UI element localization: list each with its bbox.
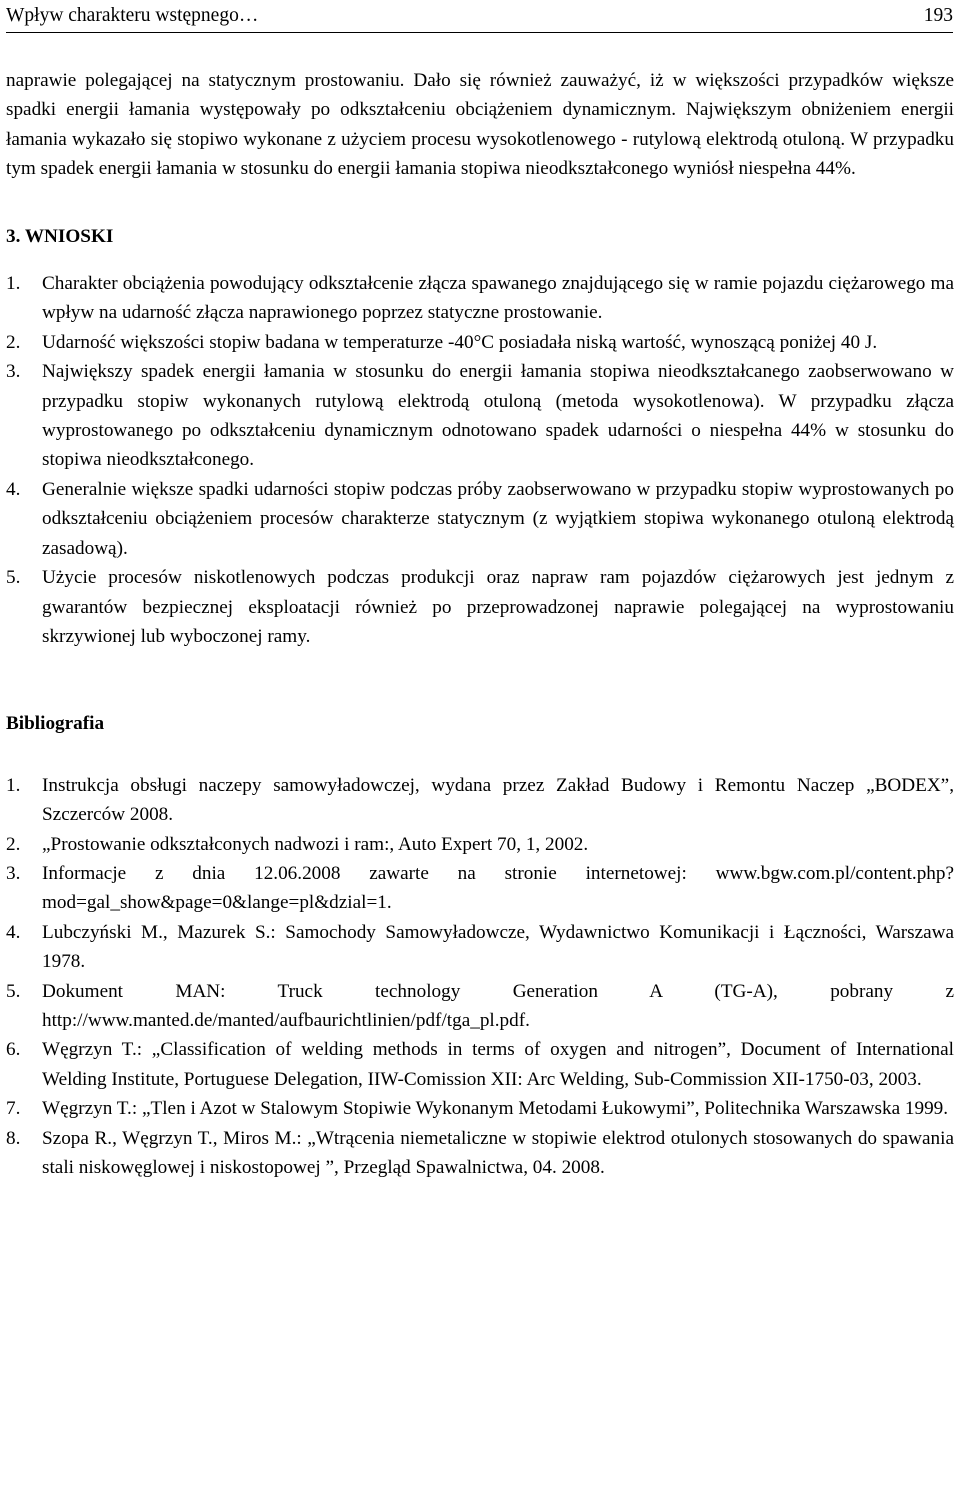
running-title: Wpływ charakteru wstępnego… [6, 5, 259, 26]
conclusion-text: Użycie procesów niskotlenowych podczas produkcji oraz napraw ram pojazdów ciężarowych jest jednym z gwarantów bezpiecznej eksploatacji również po przeprowadzonej naprawie polegającej na wyprostowaniu skrzywionej lub wyboczonej ramy. [42, 567, 954, 647]
bibliography-number: 7. [6, 1098, 21, 1120]
bibliography-entry [6, 1124, 954, 1183]
conclusion-item [6, 475, 954, 563]
bibliography-entry [6, 830, 954, 859]
bibliography-entry [6, 859, 954, 918]
bibliography-entry [6, 1094, 954, 1123]
bibliography-text: Informacje z dnia 12.06.2008 zawarte na stronie internetowej: www.bgw.com.pl/content.php?mod=gal_show&page=0&lange=pl&dzial=1. [42, 862, 954, 914]
bibliography-entry [6, 918, 954, 977]
bibliography-text: Dokument MAN: Truck technology Generation A (TG-A), pobrany z http://www.manted.de/manted/aufbaurichtlinien/pdf/tga_pl.pdf. [42, 980, 954, 1031]
bibliography-number: 6. [6, 1039, 21, 1061]
bibliography-entry [6, 1035, 954, 1094]
bibliography-entry [6, 771, 954, 830]
page-number: 193 [923, 5, 953, 26]
bibliography-text: Węgrzyn T.: „Classification of welding methods in terms of oxygen and nitrogen”, Document of International Welding Institute, Portuguese Delegation, IIW-Comission XII: Arc Welding, Sub-Commission XII-1750-03, 2003. [42, 1039, 954, 1090]
bibliography-number: 5. [6, 980, 21, 1002]
conclusion-number: 2. [6, 331, 21, 353]
conclusion-text: Charakter obciążenia powodujący odkształcenie złącza spawanego znajdującego się w ramie pojazdu ciężarowego ma wpływ na udarność złącza naprawionego poprzez statyczne prostowanie. [42, 273, 954, 324]
bibliography-list [6, 771, 954, 1183]
bibliography-number: 1. [6, 774, 21, 796]
bibliography-number: 3. [6, 862, 21, 884]
conclusion-text: Udarność większości stopiw badana w temperaturze -40°C posiadała niską wartość, wynoszącą poniżej 40 J. [42, 331, 878, 353]
bibliography-number: 4. [6, 921, 21, 943]
conclusions-list [6, 269, 954, 651]
conclusion-number: 3. [6, 361, 21, 383]
bibliography-text: Instrukcja obsługi naczepy samowyładowczej, wydana przez Zakład Budowy i Remontu Naczep „BODEX”, Szczerców 2008. [42, 774, 954, 826]
conclusion-item [6, 563, 954, 651]
bibliography-text: Szopa R., Węgrzyn T., Miros M.: „Wtrącenia niemetaliczne w stopiwie elektrod otulonych stosowanych do spawania stali niskowęglowej i niskostopowej ”, Przegląd Spawalnictwa, 04. 2008. [42, 1127, 954, 1178]
bibliography-number: 8. [6, 1127, 21, 1149]
conclusion-number: 1. [6, 273, 21, 295]
page-content [6, 66, 954, 1182]
bibliography-entry [6, 977, 954, 1036]
bibliography-heading: Bibliografia [6, 713, 105, 735]
conclusion-item [6, 328, 954, 357]
bibliography-text: „Prostowanie odkształconych nadwozi i ram:, Auto Expert 70, 1, 2002. [42, 833, 589, 855]
conclusion-item [6, 357, 954, 475]
bibliography-number: 2. [6, 833, 21, 855]
running-header [6, 0, 953, 33]
bibliography-text: Lubczyński M., Mazurek S.: Samochody Samowyładowcze, Wydawnictwo Komunikacji i Łączności, Warszawa 1978. [42, 921, 954, 973]
bibliography-text: Węgrzyn T.: „Tlen i Azot w Stalowym Stopiwie Wykonanym Metodami Łukowymi”, Politechnika Warszawska 1999. [42, 1098, 949, 1120]
conclusion-text: Największy spadek energii łamania w stosunku do energii łamania stopiwa nieodkształcanego zaobserwowano w przypadku stopiw wykonanych rutylową elektrodą otuloną (metoda wysokotlenowa). W przypadku złącza wyprostowanego po odkształceniu dynamicznym odnotowano spadek udarności o niespełna 44% w stosunku do stopiwa nieodkształconego. [42, 361, 954, 471]
conclusion-number: 4. [6, 478, 21, 500]
conclusion-text: Generalnie większe spadki udarności stopiw podczas próby zaobserwowano w przypadku stopiw wyprostowanych po odkształceniu obciążeniem procesów charakterze statycznym (z wyjątkiem stopiwa wykonanego otuloną elektrodą zasadową). [42, 478, 954, 559]
conclusion-number: 5. [6, 567, 21, 589]
section-heading-conclusions: 3. WNIOSKI [6, 225, 114, 247]
conclusion-item [6, 269, 954, 328]
intro-paragraph: naprawie polegającej na statycznym prostowaniu. Dało się również zauważyć, iż w większości przypadków większe spadki energii łamania występowały po odkształceniu obciążeniem dynamicznym. Największym obniżeniem energii łamania wykazało się stopiwo wykonane z użyciem procesu wysokotlenowego - rutylową elektrodą otuloną. W przypadku tym spadek energii łamania w stosunku do energii łamania stopiwa nieodkształconego wyniósł niespełna 44%. [6, 70, 954, 180]
